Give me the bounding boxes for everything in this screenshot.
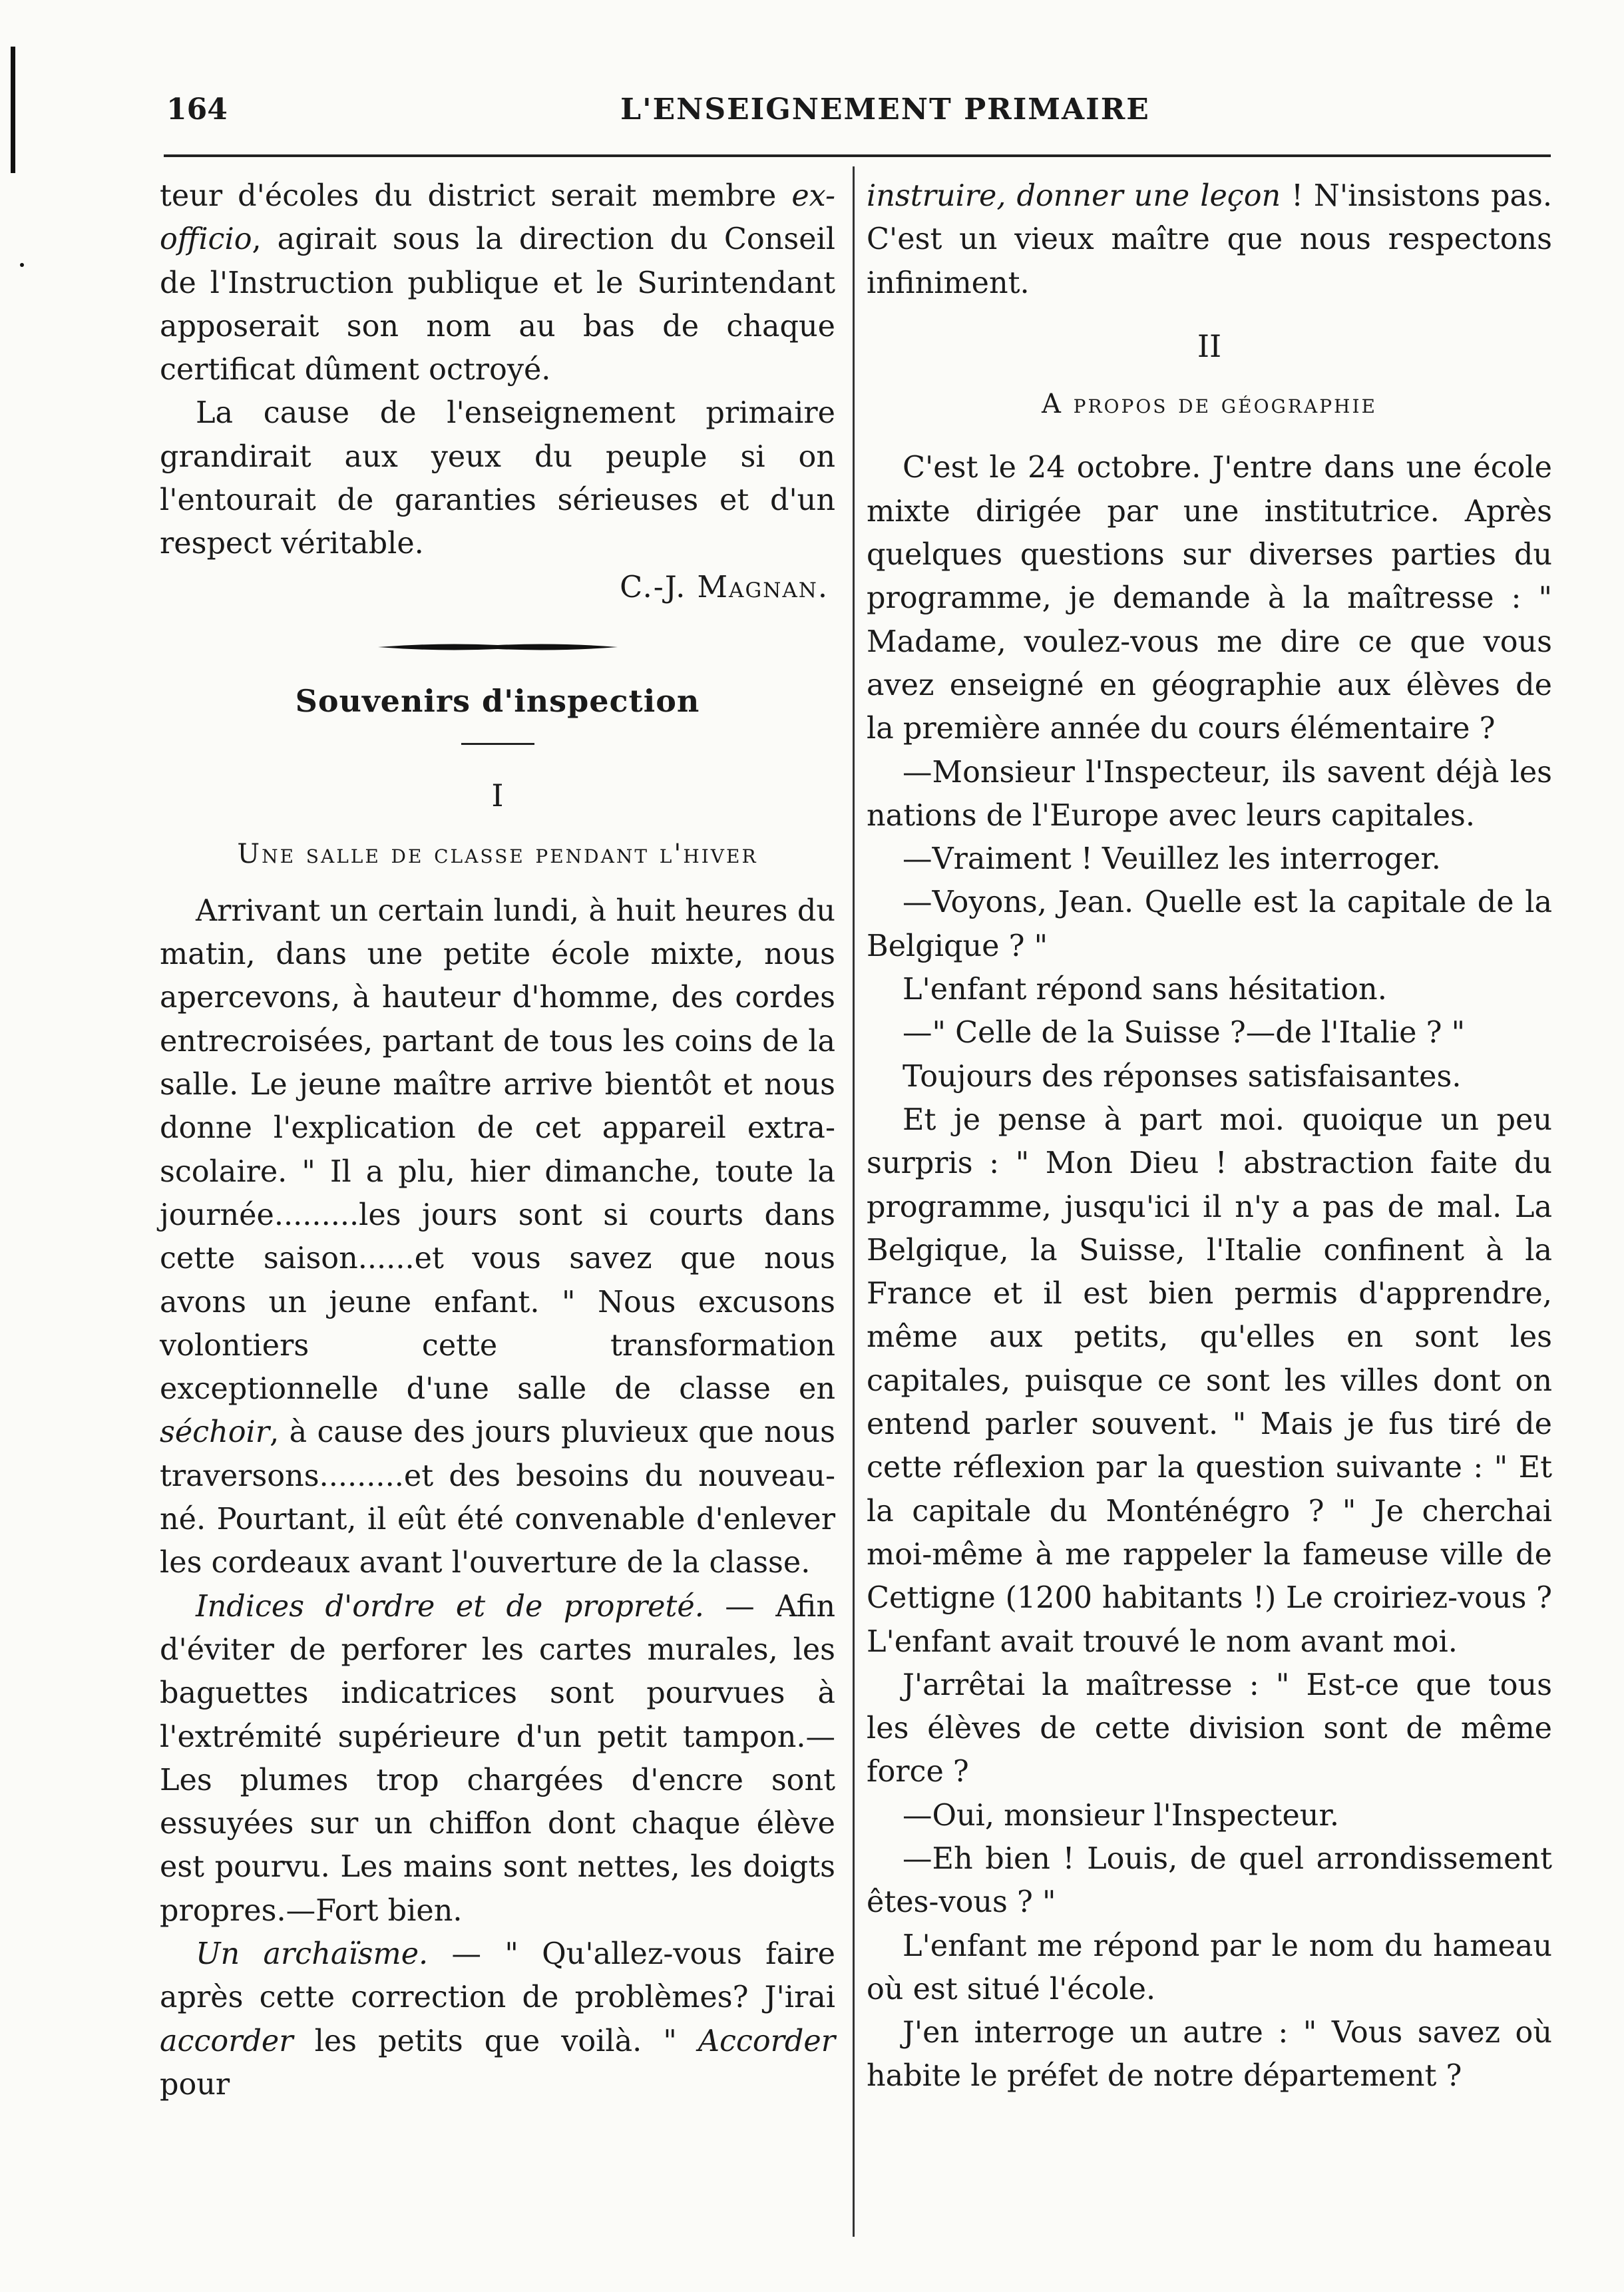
paragraph: J'en interroge un autre : " Vous savez où habite le préfet de notre département ? bbox=[867, 2016, 1552, 2094]
paragraph: —Monsieur l'Inspecteur, ils savent déjà les nations de l'Europe avec leurs capitales. bbox=[867, 755, 1552, 833]
margin-rule bbox=[11, 47, 15, 173]
paragraph: instruire, donner une leçon ! N'insistons pas. C'est un vieux maître que nous respectons infiniment. bbox=[867, 179, 1552, 300]
paragraph: L'enfant répond sans hésitation. bbox=[903, 973, 1387, 1007]
paragraph: L'enfant me répond par le nom du hameau où est situé l'école. bbox=[867, 1929, 1552, 2006]
paragraph: —" Celle de la Suisse ?—de l'Italie ? " bbox=[903, 1016, 1466, 1050]
paragraph: Toujours des réponses satisfaisantes. bbox=[903, 1059, 1462, 1094]
section-numeral: II bbox=[1197, 328, 1222, 364]
section-title: Une salle de classe pendant l'hiver bbox=[237, 838, 758, 869]
paragraph: —Voyons, Jean. Quelle est la capitale de la Belgique ? " bbox=[867, 885, 1552, 963]
page-header bbox=[166, 87, 1551, 133]
right-column bbox=[867, 174, 1552, 2098]
paragraph: —Vraiment ! Veuillez les interroger. bbox=[903, 842, 1441, 877]
paragraph: Un archaïsme. — " Qu'allez-vous faire après cette correction de problèmes? J'irai accorder les petits que voilà. " Accorder pour bbox=[160, 1937, 835, 2102]
author-signature: C.-J. Magnan. bbox=[620, 570, 829, 604]
article-title: Souvenirs d'inspection bbox=[295, 682, 700, 719]
ornamental-rule bbox=[378, 642, 618, 652]
title-rule bbox=[461, 743, 534, 745]
paragraph: —Eh bien ! Louis, de quel arrondissement êtes-vous ? " bbox=[867, 1841, 1552, 1920]
header-rule bbox=[164, 154, 1551, 157]
margin-mark bbox=[20, 263, 24, 267]
running-title: L'ENSEIGNEMENT PRIMAIRE bbox=[620, 93, 1150, 126]
paragraph: J'arrêtai la maîtresse : " Est-ce que tous les élèves de cette division sont de même force ? bbox=[867, 1668, 1552, 1789]
paragraph: La cause de l'enseignement primaire grandirait aux yeux du peuple si on l'entourait de garanties sérieuses et d'un respect véritable. bbox=[160, 396, 835, 561]
paragraph: C'est le 24 octobre. J'entre dans une école mixte dirigée par une institutrice. Après quelques questions sur diverses parties du programme, je demande à la maîtresse : " Madame, voulez-vous me dire ce que vous avez enseigné en géographie aux élèves de la première année du cours élémentaire ? bbox=[867, 451, 1552, 746]
page-number: 164 bbox=[166, 93, 228, 126]
paragraph: —Oui, monsieur l'Inspecteur. bbox=[903, 1798, 1339, 1833]
column-divider bbox=[853, 166, 855, 2237]
paragraph: teur d'écoles du district serait membre ex-officio, agirait sous la direction du Conseil de l'Instruction publique et le Surintendant apposerait son nom au bas de chaque certificat dûment octroyé. bbox=[160, 179, 835, 387]
paragraph: Arrivant un certain lundi, à huit heures du matin, dans une petite école mixte, nous apercevons, à hauteur d'homme, des cordes entrecroisées, partant de tous les coins de la salle. Le jeune maître arrive bientôt et nous donne l'explication de cet appareil extra-scolaire. " Il a plu, hier dimanche, toute la journée.........les jours sont si courts dans cette saison......et vous savez que nous avons un jeune enfant. " Nous excusons volontiers cette transformation exceptionnelle d'une salle de classe en séchoir, à cause des jours pluvieux que nous traversons.........et des besoins du nouveau-né. Pourtant, il eût été convenable d'enlever les cordeaux avant l'ouverture de la classe. bbox=[160, 893, 835, 1580]
paragraph: Indices d'ordre et de propreté. — Afin d'éviter de perforer les cartes murales, les baguettes indicatrices sont pourvues à l'extrémité supérieure d'un petit tampon.—Les plumes trop chargées d'encre sont essuyées sur un chiffon dont chaque élève est pourvu. Les mains sont nettes, les doigts propres.—Fort bien. bbox=[160, 1589, 835, 1928]
section-title: A propos de géographie bbox=[1042, 389, 1377, 420]
left-column bbox=[160, 174, 835, 2106]
paragraph: Et je pense à part moi. quoique un peu surpris : " Mon Dieu ! abstraction faite du programme, jusqu'ici il n'y a pas de mal. La Belgique, la Suisse, l'Italie confinent à la France et il est bien permis d'apprendre, même aux petits, qu'elles en sont les capitales, puisque ce sont les villes dont on entend parler souvent. " Mais je fus tiré de cette réflexion par la question suivante : " Et la capitale du Monténégro ? " Je cherchai moi-même à me rappeler la fameuse ville de Cettigne (1200 habitants !) Le croiriez-vous ? L'enfant avait trouvé le nom avant moi. bbox=[867, 1102, 1552, 1659]
section-numeral: I bbox=[491, 778, 504, 814]
